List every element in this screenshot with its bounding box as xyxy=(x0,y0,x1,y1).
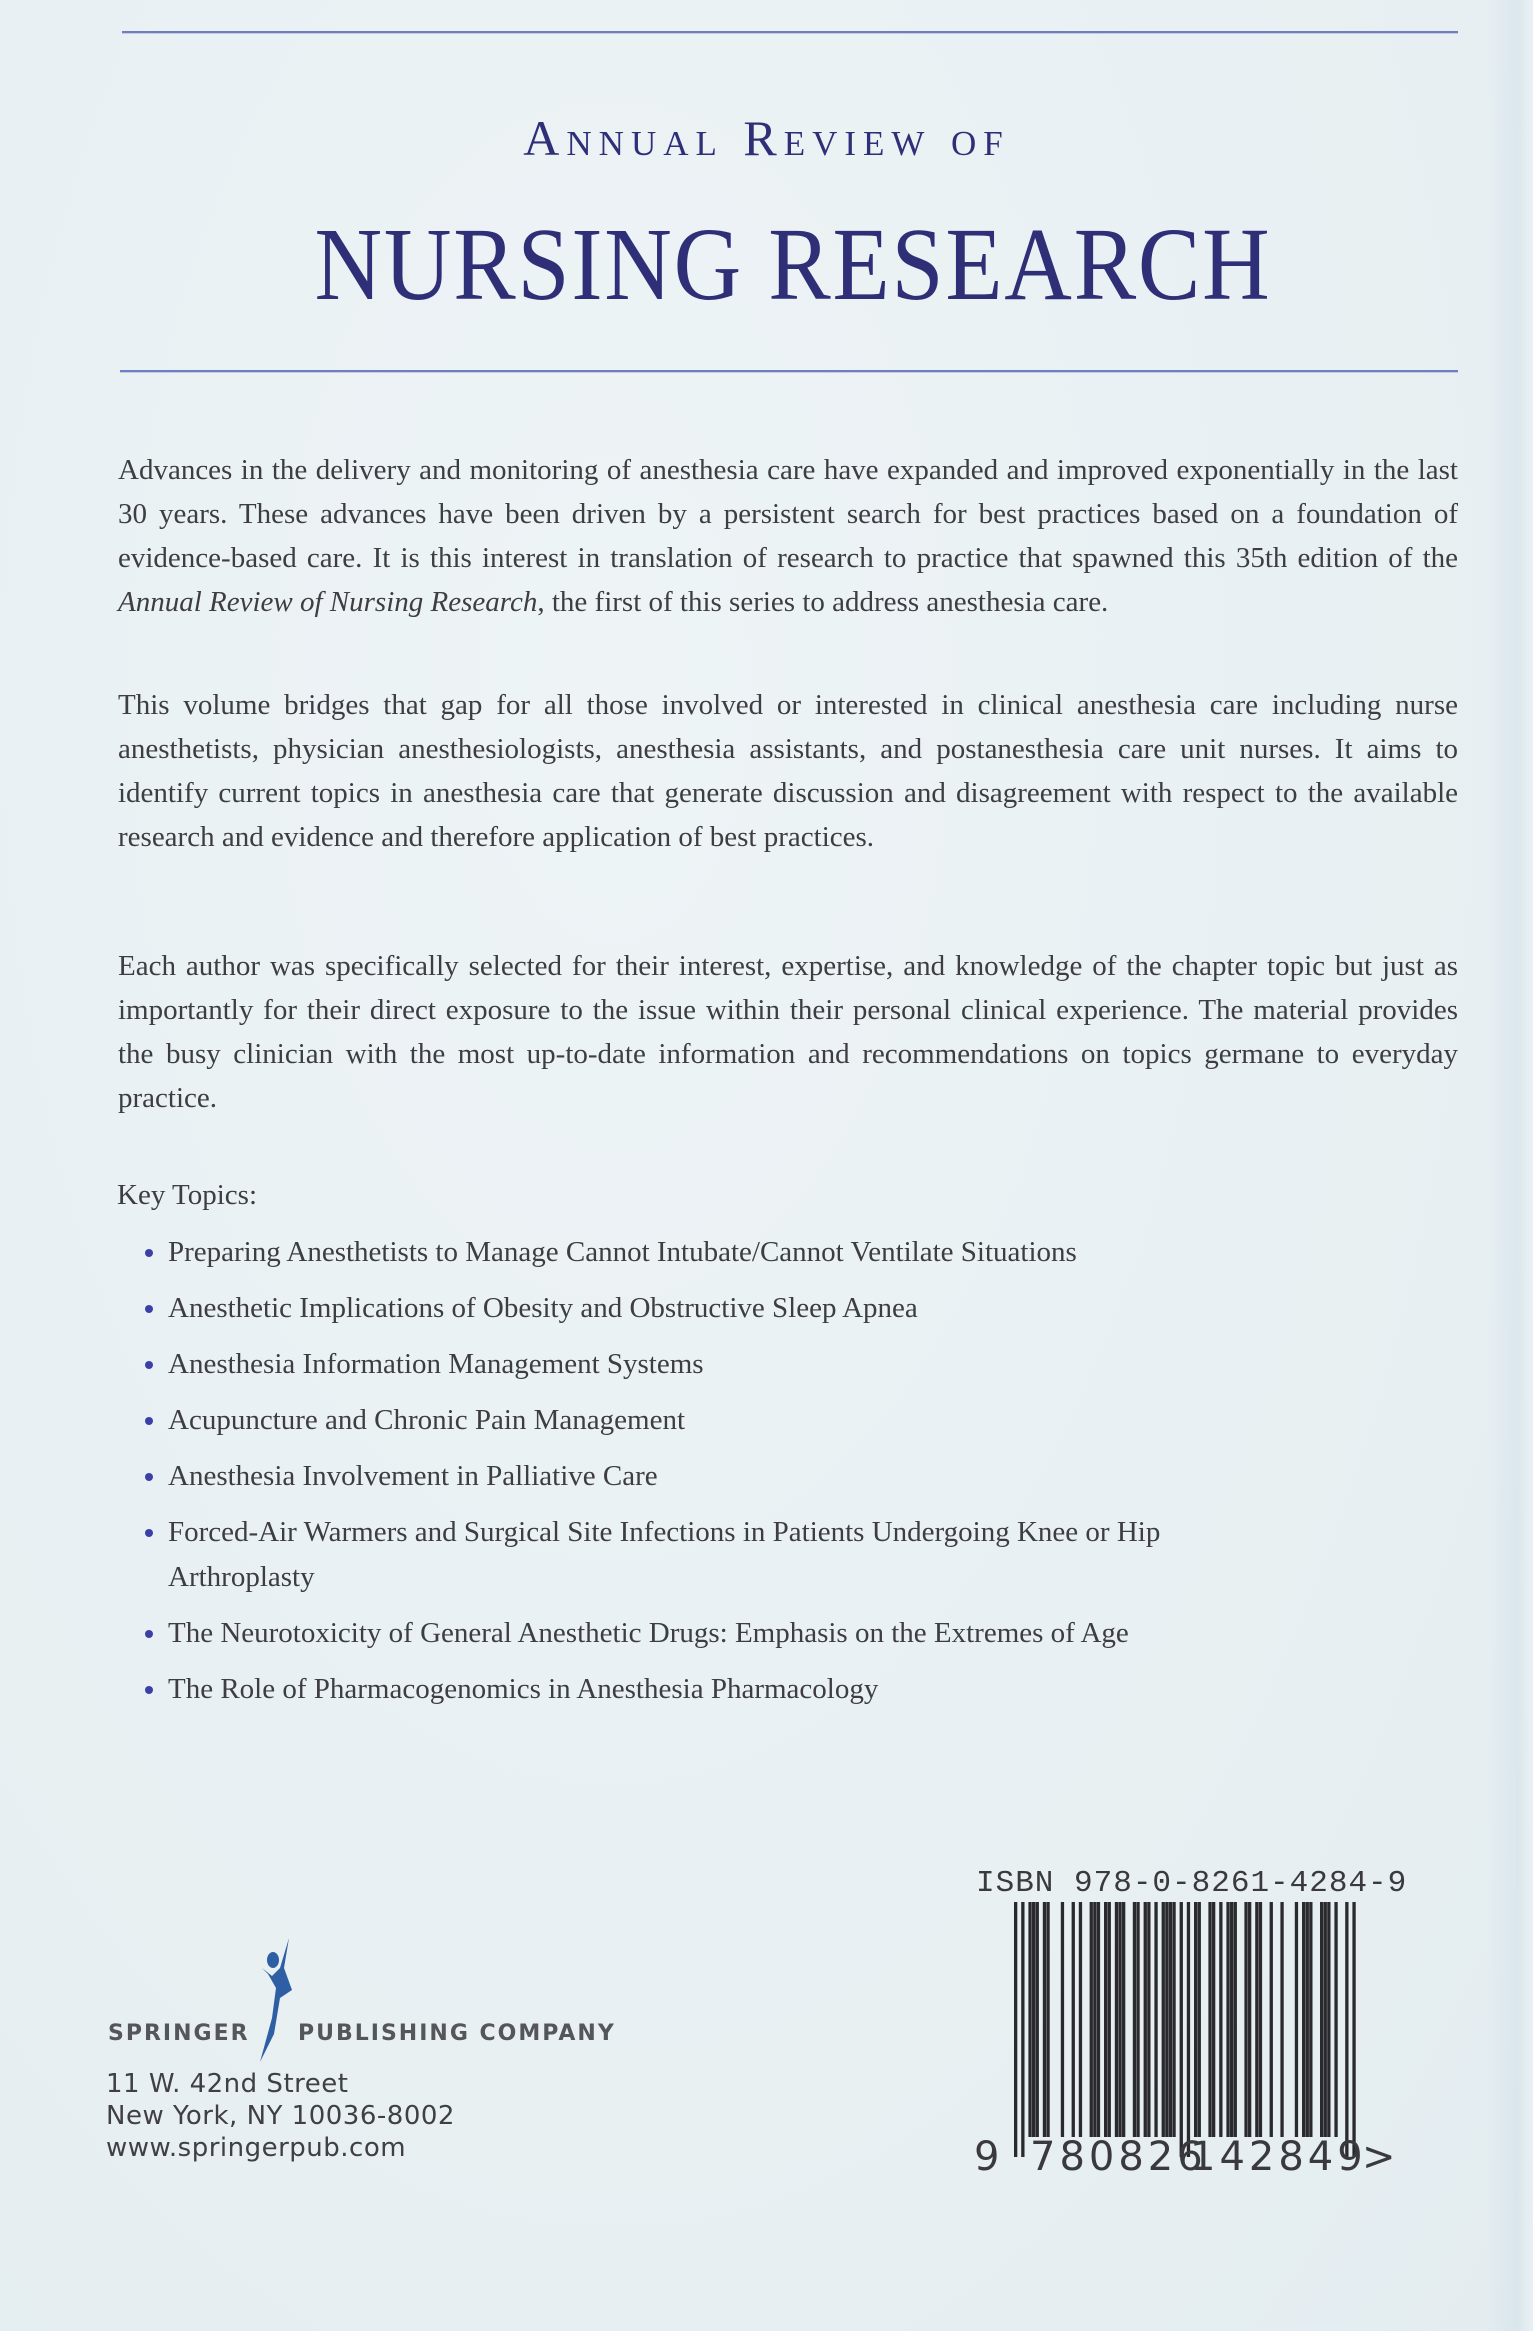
barcode-bar xyxy=(1226,1902,1229,2137)
barcode-bar xyxy=(1345,1902,1348,2157)
description-paragraph-1 xyxy=(118,448,1458,624)
barcode-bar xyxy=(1194,1902,1197,2137)
barcode-bar xyxy=(1270,1902,1273,2137)
barcode-bar xyxy=(1306,1902,1309,2137)
barcode-bar xyxy=(1021,1902,1024,2157)
barcode-bar xyxy=(1154,1902,1157,2137)
topic-text: Preparing Anesthetists to Manage Cannot Intubate/Cannot Ventilate Situations xyxy=(168,1236,1077,1268)
barcode-bar xyxy=(1259,1902,1262,2137)
barcode-bar xyxy=(1147,1902,1150,2137)
barcode-bar xyxy=(1036,1902,1039,2137)
barcode-first-digit: 9 xyxy=(974,2134,1000,2180)
topic-item xyxy=(140,1398,1440,1443)
barcode-bar xyxy=(1309,1902,1312,2137)
publisher-name-right: PUBLISHING COMPANY xyxy=(298,2021,616,2046)
address-street: 11 W. 42nd Street xyxy=(106,2069,349,2099)
barcode-bar xyxy=(1014,1902,1017,2157)
barcode-bar xyxy=(1187,1902,1190,2157)
topic-text: The Neurotoxicity of General Anesthetic Drugs: Emphasis on the Extremes of Age xyxy=(168,1617,1129,1649)
isbn-barcode xyxy=(968,1900,1388,2162)
topic-item xyxy=(140,1667,1440,1712)
bottom-title-rule xyxy=(120,370,1458,372)
barcode-bar xyxy=(1093,1902,1096,2137)
barcode-bar xyxy=(1165,1902,1168,2137)
bullet-icon xyxy=(145,1417,153,1425)
topic-item xyxy=(140,1342,1440,1387)
barcode-right-digits: 142849 xyxy=(1190,2134,1367,2180)
topic-item xyxy=(140,1230,1440,1275)
barcode-bar xyxy=(1212,1902,1215,2137)
barcode-bar xyxy=(1302,1902,1305,2137)
series-title-line1: Annual Review of xyxy=(523,110,1010,166)
barcode-bar xyxy=(1327,1902,1330,2137)
publisher-logo xyxy=(104,1938,664,2068)
key-topics-list xyxy=(140,1230,1440,1723)
barcode-bar xyxy=(1133,1902,1136,2137)
barcode-bar xyxy=(1219,1902,1222,2137)
description-paragraph-3: Each author was specifically selected for their interest, expertise, and knowledge of the chapter topic but just as importantly for their direct exposure to the issue within their personal clinical experience. The material provides the busy clinician with the most up-to-date information and recommendations on topics germane to everyday practice. xyxy=(118,950,1458,1114)
bullet-icon xyxy=(145,1361,153,1369)
topic-text: Anesthesia Involvement in Palliative Care xyxy=(168,1460,658,1492)
barcode-bar xyxy=(1255,1902,1258,2137)
topic-text: Acupuncture and Chronic Pain Management xyxy=(168,1404,686,1436)
barcode-bar xyxy=(1028,1902,1031,2137)
barcode-bar xyxy=(1324,1902,1327,2137)
key-topics-heading: Key Topics: xyxy=(117,1179,258,1211)
bullet-icon xyxy=(145,1305,153,1313)
barcode-bar xyxy=(1248,1902,1251,2137)
paragraph-1-lead: Advances in the delivery and monitoring of anesthesia care have expanded and improved exponentially in the last 30 years. These advances have been driven by a persistent search for best practices based on a foundation of evidence-based care. It is this interest in translation of research to practice that spawned this 35th edition of the xyxy=(118,454,1458,574)
barcode-bar xyxy=(1043,1902,1046,2137)
barcode-bar xyxy=(1032,1902,1035,2137)
address-city: New York, NY 10036-8002 xyxy=(106,2101,455,2131)
topic-text: The Role of Pharmacogenomics in Anesthesia Pharmacology xyxy=(168,1673,879,1705)
bullet-icon xyxy=(145,1630,153,1638)
bullet-icon xyxy=(145,1473,153,1481)
book-title-italic: Annual Review of Nursing Research xyxy=(118,586,538,618)
barcode-bar xyxy=(1244,1902,1247,2137)
barcode-bar xyxy=(1162,1902,1165,2137)
barcode-bar xyxy=(1230,1902,1233,2137)
quiet-zone-marker: > xyxy=(1362,2134,1396,2180)
bullet-icon xyxy=(145,1249,153,1257)
person-raising-arm-icon xyxy=(254,1938,314,2068)
barcode-bar xyxy=(1334,1902,1337,2137)
description-paragraph-2: This volume bridges that gap for all those involved or interested in clinical anesthesia care including nurse anesthetists, physician anesthesiologists, anesthesia assistants, and postanesthesia care unit nurses. It aims to identify current topics in anesthesia care that generate discussion and disagreement with respect to the available research and evidence and therefore application of best practices. xyxy=(118,689,1458,853)
barcode-bar xyxy=(1198,1902,1201,2137)
barcode-bar xyxy=(1180,1902,1183,2157)
topic-text: Forced-Air Warmers and Surgical Site Infections in Patients Undergoing Knee or Hip Arthroplasty xyxy=(168,1516,1161,1593)
barcode-bar xyxy=(1280,1902,1283,2137)
barcode-bar xyxy=(1144,1902,1147,2137)
topic-item xyxy=(140,1510,1258,1600)
topic-item xyxy=(140,1286,1440,1331)
paragraph-1-tail: , the first of this series to address anesthesia care. xyxy=(537,586,1109,618)
barcode-bar xyxy=(1046,1902,1049,2137)
isbn-label: ISBN 978-0-8261-4284-9 xyxy=(976,1866,1408,1901)
barcode-bar xyxy=(1104,1902,1107,2137)
bullet-icon xyxy=(145,1686,153,1694)
series-title-line2: NURSING RESEARCH xyxy=(314,207,1272,322)
publisher-name-left: SPRINGER xyxy=(108,2021,250,2046)
barcode-bar xyxy=(1295,1902,1298,2137)
topic-text: Anesthesia Information Management Systems xyxy=(168,1348,704,1380)
barcode-bar xyxy=(1234,1902,1237,2137)
barcode-bar xyxy=(1090,1902,1093,2137)
barcode-bar xyxy=(1072,1902,1075,2137)
barcode-bar xyxy=(1320,1902,1323,2137)
topic-text: Anesthetic Implications of Obesity and Obstructive Sleep Apnea xyxy=(168,1292,918,1324)
barcode-bar xyxy=(1061,1902,1064,2137)
topic-item xyxy=(140,1611,1440,1656)
barcode-bar xyxy=(1118,1902,1121,2137)
publisher-website: www.springerpub.com xyxy=(106,2133,407,2163)
barcode-bar xyxy=(1108,1902,1111,2137)
barcode-bar xyxy=(1172,1902,1175,2137)
barcode-bar xyxy=(1097,1902,1100,2137)
barcode-bar xyxy=(1122,1902,1125,2137)
barcode-bar xyxy=(1352,1902,1355,2157)
top-rule xyxy=(122,31,1458,33)
publisher-address xyxy=(106,2068,455,2164)
barcode-left-digits: 780826 xyxy=(1030,2134,1207,2180)
barcode-bar xyxy=(1079,1902,1082,2137)
topic-item xyxy=(140,1454,1440,1499)
bullet-icon xyxy=(145,1529,153,1537)
barcode-bar xyxy=(1115,1902,1118,2137)
barcode-bar xyxy=(1136,1902,1139,2137)
barcode-bar xyxy=(1169,1902,1172,2137)
barcode-bar xyxy=(1208,1902,1211,2137)
